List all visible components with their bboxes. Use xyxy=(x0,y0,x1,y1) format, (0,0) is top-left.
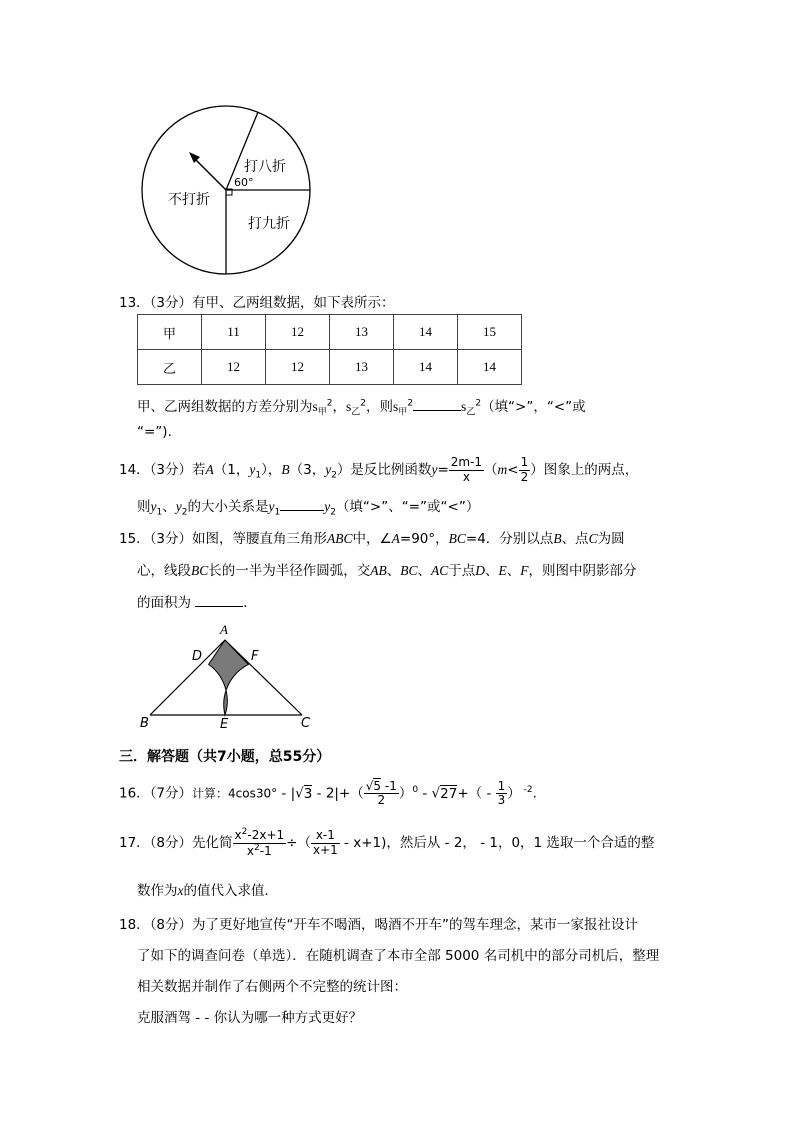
q15-text: 如图，等腰直角三角形 xyxy=(192,531,328,547)
segment-ac: AC xyxy=(431,563,449,578)
as-center-text: 为圆 xyxy=(597,531,625,547)
table-cell: 12 xyxy=(266,315,330,350)
y-var: y xyxy=(249,462,256,477)
q18-line4 xyxy=(137,1006,362,1026)
q15-line1 xyxy=(119,527,625,547)
q13-line3 xyxy=(137,424,172,440)
point-b: B xyxy=(281,462,290,477)
sub-2: 2 xyxy=(330,507,336,518)
radicand: 3 xyxy=(303,785,313,802)
fraction-one-third xyxy=(496,780,508,807)
sub-1: 1 xyxy=(274,507,281,518)
q17-line2-text: 数作为 xyxy=(137,883,178,899)
separator: 、 xyxy=(506,563,521,579)
q13-data-table xyxy=(137,314,522,385)
q13-score: （3分） xyxy=(149,295,193,311)
q17-line2-end: 的值代入求值． xyxy=(183,883,278,899)
q13-text: 有甲、乙两组数据，如下表所示： xyxy=(192,295,395,311)
q15-number: 15． xyxy=(119,531,150,547)
radicand: 27 xyxy=(440,785,458,802)
s-symbol: s xyxy=(461,399,467,414)
q14-number: 14． xyxy=(119,462,150,478)
q16-score: （7分） xyxy=(149,785,193,802)
y-var: y xyxy=(175,499,182,514)
point-a: A xyxy=(205,462,214,477)
sub-2: 2 xyxy=(181,507,188,518)
angle-text: =90°， xyxy=(399,531,449,547)
x-var: x xyxy=(177,883,184,898)
q15-area-text: 的面积为 xyxy=(137,595,191,611)
fraction-x-minus1-over-x-plus1 xyxy=(311,829,340,856)
num-rest: -2x+1 xyxy=(247,828,285,843)
close-paren: ） xyxy=(398,785,413,802)
fraction-2m-1-over-x xyxy=(449,456,484,483)
table-cell: 12 xyxy=(202,350,266,385)
point-a: A xyxy=(391,531,400,546)
point-b: B xyxy=(553,531,562,546)
q15-line2 xyxy=(137,559,637,579)
sup-2: 2 xyxy=(254,842,260,853)
fraction-one-half xyxy=(519,456,531,483)
s-symbol: s xyxy=(393,399,399,414)
den-rest: -1 xyxy=(259,843,272,858)
sub-yi: 乙 xyxy=(351,407,361,418)
side-ac xyxy=(225,640,302,715)
then-text: ，则 xyxy=(366,399,394,415)
q15-mid-text: 中，∠ xyxy=(352,531,392,547)
sup-0: 0 xyxy=(412,785,419,795)
point-c: C xyxy=(588,531,598,546)
q13-line3-text: “=”). xyxy=(137,424,172,440)
sub-1: 1 xyxy=(255,470,262,481)
equals: = xyxy=(437,462,449,478)
q16-part: - xyxy=(418,785,432,802)
answer-blank[interactable] xyxy=(280,510,324,511)
label-d: D xyxy=(192,649,203,664)
less-than: < xyxy=(507,462,519,478)
region-left-label: 不打折 xyxy=(168,192,210,208)
table-row xyxy=(138,315,522,350)
q15-line2-end: ，则图中阴影部分 xyxy=(528,563,637,579)
frac-num: √5 -1 xyxy=(365,778,397,793)
fraction-quadratic xyxy=(233,828,287,857)
table-row xyxy=(138,350,522,385)
label-c: C xyxy=(301,716,311,731)
row-label-jia: 甲 xyxy=(138,315,202,350)
fill-hint: （填“>”，“<”或 xyxy=(481,399,586,415)
sup-2: 2 xyxy=(326,398,333,409)
q14-function-text: ）是反比例函数 xyxy=(336,462,432,478)
q13-number: 13． xyxy=(119,295,150,311)
radicand: 5 xyxy=(373,778,382,793)
y-var: y xyxy=(268,499,275,514)
sup-2: 2 xyxy=(407,398,414,409)
sup-neg2: -2 xyxy=(520,785,533,795)
close-paren: ）， xyxy=(261,462,282,478)
s-symbol: s xyxy=(346,399,352,414)
table-cell: 13 xyxy=(330,350,394,385)
frac-den: 2 xyxy=(377,793,386,807)
func-y: y xyxy=(431,462,438,477)
segment-ab: AB xyxy=(370,563,387,578)
sub-1: 1 xyxy=(156,507,163,518)
frac-num xyxy=(233,828,287,843)
q16-part: - 2|+（ xyxy=(312,785,364,802)
frac-den: x xyxy=(462,469,470,484)
answer-blank[interactable] xyxy=(195,606,243,607)
frac-den: 3 xyxy=(497,793,506,807)
bc-value-text: =4．分别以点 xyxy=(465,531,554,547)
y-var: y xyxy=(324,499,331,514)
triangle-abc: ABC xyxy=(327,531,353,546)
q17-score: （8分） xyxy=(149,835,193,851)
sqrt-27: √27 xyxy=(431,785,458,802)
frac-num: 1 xyxy=(520,455,529,470)
region-bottom-right-label: 打九折 xyxy=(248,216,290,232)
sub-jia: 甲 xyxy=(398,407,408,418)
q13-line1 xyxy=(119,291,395,311)
q16-part: +（ - xyxy=(457,785,496,802)
q17-line2 xyxy=(137,879,278,899)
segment-bc: BC xyxy=(191,563,209,578)
q15-line2-start: 心，线段 xyxy=(137,563,191,579)
comma: ， xyxy=(332,399,347,415)
q18-line1 xyxy=(119,913,638,933)
m-var: m xyxy=(497,462,508,477)
q14-tail-text: ）图象上的两点， xyxy=(530,462,639,478)
minus-one: -1 xyxy=(381,778,397,793)
table-cell: 12 xyxy=(266,350,330,385)
frac-den: x+1 xyxy=(312,842,338,857)
x-var: x xyxy=(246,843,255,858)
point-e: E xyxy=(498,563,507,578)
q15-score: （3分） xyxy=(149,531,193,547)
sup-2: 2 xyxy=(360,398,367,409)
open-paren: （ xyxy=(484,462,498,478)
q16-line xyxy=(119,773,537,807)
q16-part: - | xyxy=(277,785,296,802)
separator: 、 xyxy=(386,563,401,579)
q18-question-text: 克服酒驾 - - 你认为哪一种方式更好？ xyxy=(137,1010,363,1026)
q18-line2-text: 了如下的调查问卷（单选）．在随机调查了本市全部 5000 名司机中的部分司机后，整理 xyxy=(137,948,660,964)
q16-number: 16． xyxy=(119,785,150,802)
period: . xyxy=(532,785,537,802)
q14-line2 xyxy=(137,495,479,518)
side-ab xyxy=(150,640,225,715)
q17-tail: - x+1)，然后从 - 2， - 1，0，1 选取一个合适的整 xyxy=(339,835,655,851)
q16-text: 计算：4cos30° xyxy=(192,786,278,801)
period: ． xyxy=(243,595,257,611)
label-f: F xyxy=(251,649,259,664)
frac-num: 1 xyxy=(497,778,506,793)
segment-bc: BC xyxy=(448,531,466,546)
angle-label: 60° xyxy=(234,176,254,189)
q17-text: 先化简 xyxy=(192,835,233,851)
q14-line1 xyxy=(119,455,638,485)
sup-2: 2 xyxy=(475,398,482,409)
q18-line3-text: 相关数据并制作了右侧两个不完整的统计图： xyxy=(137,979,407,995)
section-3-title: 三．解答题（共7小题，总55分） xyxy=(119,749,331,765)
q14-score: （3分） xyxy=(149,462,193,478)
separator: 、 xyxy=(162,499,176,515)
sub-yi: 乙 xyxy=(466,407,476,418)
table-cell: 14 xyxy=(458,350,522,385)
spinner-pointer xyxy=(194,158,226,190)
table-cell: 14 xyxy=(394,315,458,350)
q15-arc-text: 长的一半为半径作圆弧，交 xyxy=(208,563,371,579)
x-var: x xyxy=(234,828,242,843)
close-paren: ） xyxy=(507,785,521,802)
q18-line2 xyxy=(137,944,659,964)
row-label-yi: 乙 xyxy=(138,350,202,385)
table-cell: 15 xyxy=(458,315,522,350)
triangle-diagram xyxy=(130,620,330,735)
y-var: y xyxy=(150,499,157,514)
y-var: y xyxy=(325,462,332,477)
q17-number: 17． xyxy=(119,835,150,851)
q13-variance-text: 甲、乙两组数据的方差分别为 xyxy=(137,399,313,415)
frac-den xyxy=(233,844,287,858)
separator: 、 xyxy=(485,563,499,579)
discount-spinner-diagram xyxy=(0,0,340,290)
table-cell: 13 xyxy=(330,315,394,350)
point-f: F xyxy=(520,563,529,578)
then-text: 则 xyxy=(137,499,151,515)
segment-bc: BC xyxy=(400,563,418,578)
at-points-text: 于点 xyxy=(448,563,476,579)
region-top-right-label: 打八折 xyxy=(244,159,286,175)
coord-b: （3， xyxy=(289,462,326,478)
q18-text: 为了更好地宣传“开车不喝酒，喝酒不开车”的驾车理念，某市一家报社设计 xyxy=(192,917,639,933)
q14-text: 若 xyxy=(192,462,206,478)
fraction-sqrt5-minus1-over-2 xyxy=(364,780,399,807)
point-word: 、点 xyxy=(561,531,589,547)
sub-jia: 甲 xyxy=(317,407,327,418)
answer-blank[interactable] xyxy=(413,410,461,411)
relation-text: 的大小关系是 xyxy=(187,499,269,515)
q18-line3 xyxy=(137,975,407,995)
separator: 、 xyxy=(417,563,432,579)
label-a: A xyxy=(220,622,228,637)
coord-a: （1， xyxy=(213,462,250,478)
q18-number: 18． xyxy=(119,917,150,933)
frac-num: 2m-1 xyxy=(450,455,483,470)
q13-line2 xyxy=(137,395,586,418)
q15-line3 xyxy=(137,591,257,611)
q17-line1 xyxy=(119,823,654,863)
sqrt-3: √3 xyxy=(295,785,313,802)
label-e: E xyxy=(220,717,229,732)
frac-num: x-1 xyxy=(311,829,340,843)
sup-2: 2 xyxy=(241,827,248,838)
sub-2: 2 xyxy=(331,470,337,481)
divide-sign: ÷（ xyxy=(286,835,311,851)
fill-hint: （填“>”、“=”或“<”） xyxy=(335,499,480,515)
frac-den: 2 xyxy=(520,469,529,484)
q18-score: （8分） xyxy=(149,917,193,933)
label-b: B xyxy=(140,716,149,731)
section-3-heading xyxy=(119,746,330,766)
s-symbol: s xyxy=(312,399,318,414)
point-d: D xyxy=(475,563,486,578)
table-cell: 11 xyxy=(202,315,266,350)
table-cell: 14 xyxy=(394,350,458,385)
